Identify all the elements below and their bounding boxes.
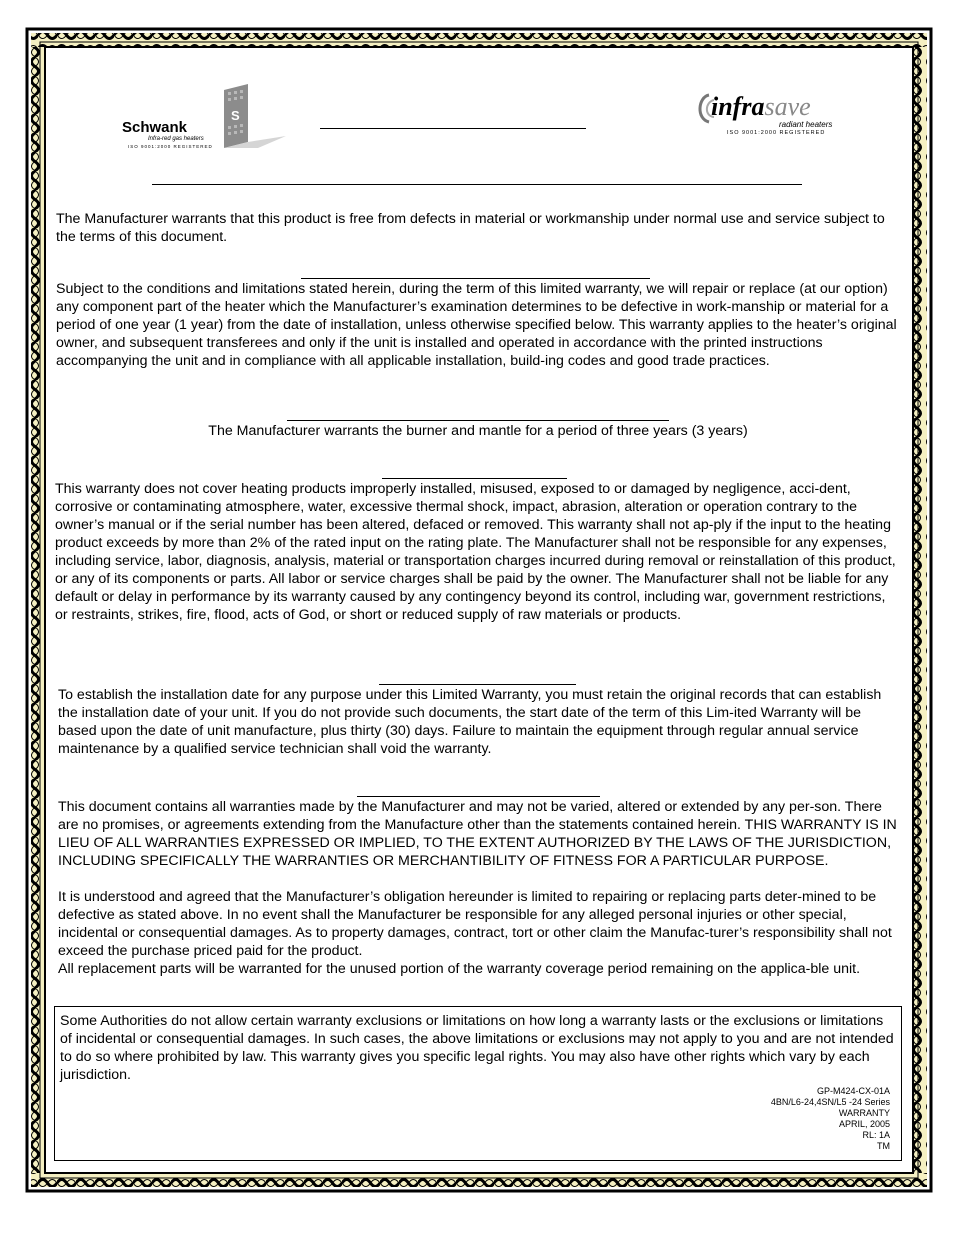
schwank-iso: ISO 9001:2000 REGISTERED: [128, 144, 213, 149]
burner-warranty-heading-rule: [287, 420, 669, 421]
installation-date-heading-rule: [379, 684, 576, 685]
document-code: GP-M424-CX-01A: [816, 1086, 890, 1096]
entire-agreement-paragraph-2: It is understood and agreed that the Manufacturer’s obligation hereunder is limited to repairing or replacing parts deter-mined to be defective as stated above. In no event shall the Manufacturer be responsible for any alleged personal injuries or other special, incidental or consequential damages. As to property damages, contract, tort or other claim the Manufac-turer’s responsibility shall not exceed the purchase priced paid for the product.: [58, 889, 892, 959]
document-codes: [771, 1086, 890, 1152]
infrasave-iso: ISO 9001:2000 REGISTERED: [727, 130, 826, 136]
schwank-logo: [118, 84, 288, 154]
document-series: 4BN/L6-24,4SN/L5 -24 Series: [770, 1097, 890, 1107]
entire-agreement-paragraph-1: This document contains all warranties made by the Manufacturer and may not be varied, altered or extended by any per-son. There are no promises, or agreements extending from the Manufacture other than the statements contained herein. THIS WARRANTY IS IN LIEU OF ALL WARRANTIES EXPRESSED OR IMPLIED, TO THE EXTENT AUTHORIZED BY THE LAWS OF THE JURISDICTION, INCLUDING SPECIFICALLY THE WARRANTIES OR MERCHANTIBILITY OF FITNESS FOR A PARTICULAR PURPOSE.: [58, 799, 897, 869]
schwank-tagline: Infra-red gas heaters: [148, 136, 204, 142]
burner-warranty-paragraph: The Manufacturer warrants the burner and mantle for a period of three years (3 years): [208, 423, 748, 439]
schwank-name: Schwank: [122, 119, 188, 136]
document-revision: RL: 1A: [862, 1130, 890, 1140]
infrasave-tagline: radiant heaters: [779, 120, 833, 129]
entire-agreement-heading-rule: [357, 796, 600, 797]
document-title-code: WARRANTY: [838, 1108, 890, 1118]
schwank-emblem-letter: S: [231, 108, 240, 123]
exclusions-paragraph: This warranty does not cover heating products improperly installed, misused, exposed to or damaged by negligence, acci-dent, corrosive or contaminating atmosphere, water, excessive thermal shock, impact, abrasion, alteration or operation contrary to the owner’s manual or if the serial number has been altered, defaced or removed. This warranty shall not ap-ply if the input to the heating product exceeds by more than 2% of the rated input on the rating plate. The Manufacturer shall not be responsible for any expenses, including service, labor, diagnosis, analysis, material or transportation charges incurred during removal or reinstallation of this product, or any of its components or parts. All labor or service charges shall be paid by the owner. The Manufacturer shall not be liable for any default or delay in performance by its warranty caused by any contingency beyond its control, including war, government restrictions, or restraints, strikes, fire, flood, acts of God, or short or reduced supply of raw materials or products.: [55, 481, 896, 623]
trademark-mark: TM: [877, 1141, 890, 1151]
jurisdiction-notice-box: [54, 1006, 902, 1161]
installation-date-paragraph: To establish the installation date for any purpose under this Limited Warranty, you must retain the original records that can establish the installation date of your unit. If you do not provide such documents, the start date of the term of this Lim-ited Warranty will be based upon the date of unit manufacture, plus thirty (30) days. Failure to maintain the equipment through regular annual service maintenance by a qualified service technician shall void the warranty.: [58, 687, 882, 757]
jurisdiction-notice-text: Some Authorities do not allow certain warranty exclusions or limitations on how long a warranty lasts or the exclusions or limitations of incidental or consequential damages. In such cases, the above limitations or exclusions may not apply to you and are not intended to do so where prohibited by law. This warranty gives you specific legal rights. You may also have other rights which vary by each jurisdiction.: [60, 1013, 894, 1083]
main-title-rule: [152, 184, 802, 185]
entire-agreement-paragraph-3: All replacement parts will be warranted for the unused portion of the warranty coverage period remaining on the applica-ble unit.: [58, 961, 861, 977]
infrasave-name: infrasave: [711, 92, 811, 121]
intro-paragraph: The Manufacturer warrants that this product is free from defects in material or workmanship under normal use and service subject to the terms of this document.: [56, 211, 885, 245]
header-title-rule: [320, 128, 586, 129]
limited-warranty-heading-rule: [301, 278, 650, 279]
infrasave-logo: [695, 90, 845, 150]
document-date: APRIL, 2005: [838, 1119, 890, 1129]
exclusions-heading-rule: [382, 478, 567, 479]
limited-warranty-paragraph: Subject to the conditions and limitations stated herein, during the term of this limited warranty, we will repair or replace (at our option) any component part of the heater which the Manufacturer’s examination determines to be defective in work-manship or material for a period of one year (1 year) from the date of installation, unless otherwise specified below. This warranty applies to the heater’s original owner, and subsequent transferees and only if the unit is installed and operated in accordance with the printed instructions accompanying the unit and in compliance with all applicable installation, build-ing codes and good trade practices.: [56, 281, 897, 369]
